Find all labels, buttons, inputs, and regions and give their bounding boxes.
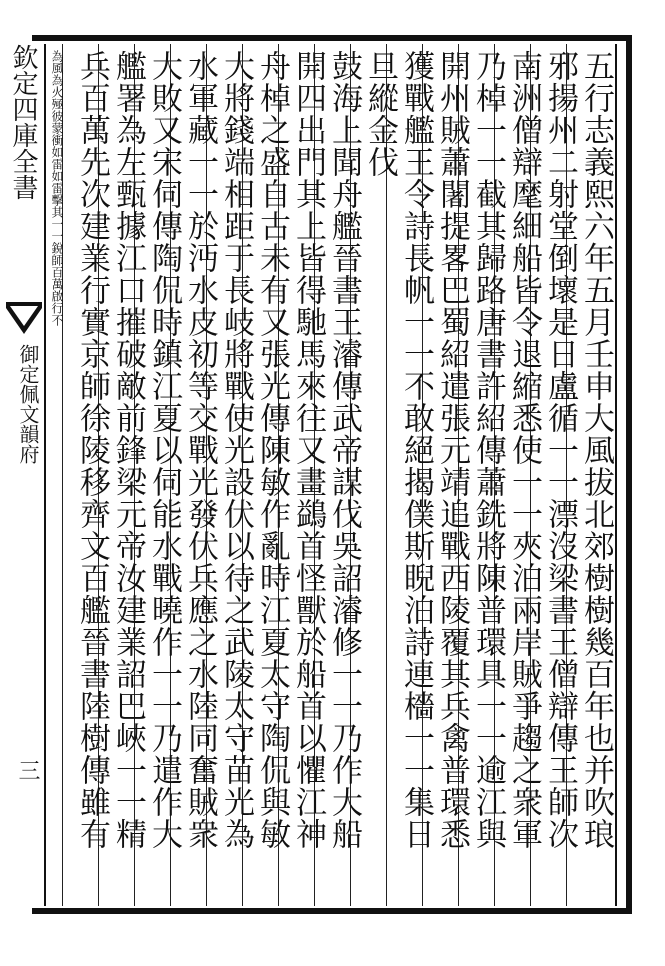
column-text: 乃棹一一截其歸路唐書許紹傳蕭銑將陳普環具一一逾江與: [470, 50, 506, 850]
text-column-15: [69, 50, 115, 902]
column-text: 舟棹之盛自古未有又張光傳陳敏作亂時江夏太守陶侃與敏: [254, 50, 290, 850]
column-text: 旦縱金伐: [362, 50, 398, 178]
column-text: 五行志義熙六年五月壬申大風拔北郊樹樹幾百年也并吹琅: [578, 50, 614, 850]
column-text: 艦署為左甄據江口摧破敵前鋒梁元帝汝建業詔巴峽一一精: [110, 50, 146, 850]
column-text: 開州賊蕭闍提畧巴蜀紹遣張元靖追戰西陵覆其兵禽普環悉: [434, 50, 470, 850]
column-text: 開四出門其上皆得馳馬來往又畫鷁首怪獸於船首以懼江神: [290, 50, 326, 850]
margin-divider: [44, 44, 46, 906]
frame-right-border: [626, 35, 632, 914]
fish-tail-ornament: [4, 298, 44, 338]
frame-top-border: [32, 35, 632, 41]
column-text: 水軍藏一一於沔水皮初等交戰光發伏兵應之水陸同奮賊衆: [182, 50, 218, 850]
column-text: 邪揚州二射堂倒壞是日盧循一一漂沒梁書王僧辯傳王師次: [542, 50, 578, 850]
column-text: 獲戰艦王令詩長帆一一不敢絕揭僕斯睨泊詩連檣一一集日: [398, 50, 434, 850]
column-text: 大敗又宋伺傳陶侃時鎮江夏以伺能水戰曉作一一乃遣作大: [146, 50, 182, 850]
volume-title: 御定佩文韻府: [16, 344, 40, 464]
column-text: 兵百萬先次建業行實京師徐陵移齊文百艦晉書陸樹傳雖有: [74, 50, 110, 850]
book-title: 欽定四庫全書: [8, 44, 38, 200]
margin-column: [4, 44, 44, 904]
frame-bottom-border: [32, 908, 632, 914]
column-text: 為風為火殛彼蒙衝如雷如雷擊其一一銳師百萬啟行不: [50, 50, 64, 326]
column-text: 大將錢端相距于長岐將戰使光設伏以待之武陵太守苗光為: [218, 50, 254, 850]
column-text: 南洲僧辯麾細船皆令退縮悉使一一夾泊兩岸賊爭趨之衆軍: [506, 50, 542, 850]
column-text: 鼓海上聞舟艦晉書王濬傳武帝謀伐吳詔濬修一一乃作大船: [326, 50, 362, 850]
text-column-16: [50, 50, 64, 902]
page-number: 三: [15, 759, 40, 781]
